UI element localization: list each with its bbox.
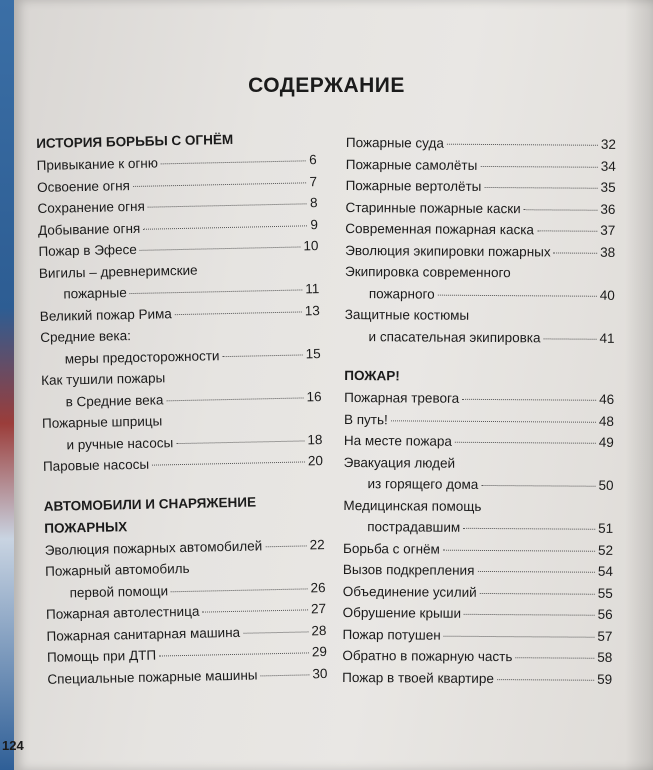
dot-leader [515, 656, 594, 659]
toc-right-column [342, 132, 616, 690]
toc-entry-page: 46 [599, 391, 615, 407]
dot-leader [497, 678, 594, 681]
toc-entry-page: 59 [597, 671, 613, 687]
toc-entry-title: Медицинская помощь [343, 497, 482, 514]
toc-entry-title: Великий пожар Рима [39, 305, 172, 324]
toc-entry-title: В путь! [343, 411, 388, 427]
dot-leader [537, 229, 597, 231]
dot-leader [524, 208, 598, 211]
toc-entry-page: 28 [311, 622, 327, 638]
dot-leader [447, 143, 598, 146]
toc-entry-page: 35 [600, 179, 616, 195]
toc-entry-title: Средние века: [40, 328, 132, 345]
dot-leader [463, 527, 595, 530]
dot-leader [484, 186, 597, 189]
toc-entry-page: 49 [598, 434, 614, 450]
toc-entry-title: Паровые насосы [42, 456, 150, 474]
toc-entry-page: 10 [303, 238, 319, 254]
toc-entry-page: 8 [309, 195, 318, 211]
toc-entry-title: Добывание огня [37, 220, 141, 238]
dot-leader [438, 293, 597, 296]
toc-entry[interactable] [343, 494, 613, 539]
toc-entry-title: первой помощи [69, 582, 169, 600]
toc-entry-page: 37 [600, 222, 616, 238]
toc-entry-title: Привыкание к огню [36, 155, 159, 173]
toc-entry-page: 29 [311, 644, 328, 660]
toc-entry-title: меры предосторожности [64, 347, 220, 366]
toc-entry-page: 13 [304, 302, 320, 318]
toc-entry-page: 40 [599, 287, 615, 303]
toc-entry-page: 52 [598, 542, 614, 558]
toc-entry-title: Пожарная автолестница [45, 603, 200, 622]
dot-leader [130, 288, 303, 294]
toc-entry-title: Пожарные суда [345, 134, 444, 151]
dot-leader [480, 164, 597, 167]
toc-entry-title: и ручные насосы [66, 434, 174, 452]
toc-entry-title: Вызов подкрепления [342, 561, 475, 578]
dot-leader [391, 419, 596, 422]
toc-entry-title: Старинные пожарные каски [345, 199, 521, 216]
toc-entry[interactable] [346, 175, 616, 198]
section-heading: ПОЖАР! [344, 367, 400, 384]
toc-entry-title: Эвакуация людей [343, 454, 456, 471]
toc-entry-page: 54 [597, 563, 613, 579]
dot-leader [444, 634, 595, 637]
toc-entry-page: 27 [310, 601, 327, 617]
dot-leader [159, 651, 309, 656]
toc-entry-page: 9 [310, 216, 319, 232]
section-heading: ИСТОРИЯ БОРЬБЫ С ОГНЁМ [36, 131, 234, 151]
toc-entry[interactable] [344, 430, 614, 453]
toc-entry-title: в Средние века [65, 391, 164, 409]
toc-entry-title: Эволюция пожарных автомобилей [44, 537, 263, 558]
toc-entry-page: 50 [598, 477, 614, 493]
toc-entry-title: Освоение огня [36, 177, 131, 195]
toc-entry-title: Борьба с огнём [343, 540, 440, 557]
toc-entry-page: 6 [308, 152, 317, 168]
toc-entry-page: 34 [600, 158, 616, 174]
toc-entry-page: 18 [307, 431, 323, 447]
toc-entry-title: Как тушили пожары [41, 370, 166, 388]
toc-entry-page: 26 [310, 579, 326, 595]
toc-entry-title: Пожар потушен [342, 626, 441, 643]
section-gap [344, 347, 614, 367]
toc-entry-page: 30 [312, 665, 328, 681]
dot-leader [133, 181, 307, 187]
dot-leader [480, 591, 595, 594]
dot-leader [175, 310, 302, 315]
toc-entry-page: 57 [597, 628, 613, 644]
dot-leader [161, 159, 306, 164]
toc-entry-title: Вигилы – древнеримские [38, 262, 198, 281]
dot-leader [171, 587, 308, 592]
toc-entry-title: Пожарная санитарная машина [46, 624, 241, 644]
dot-leader [261, 673, 310, 676]
toc-entry-page: 11 [305, 281, 320, 297]
toc-entry-page: 56 [597, 606, 613, 622]
toc-entry-title: пострадавшим [367, 519, 461, 535]
toc-entry-title: Пожар в твоей квартире [342, 669, 494, 686]
dot-leader [176, 439, 304, 444]
page-title: СОДЕРЖАНИЕ [248, 74, 405, 97]
toc-entry-page: 20 [307, 453, 324, 469]
toc-entry-page: 32 [600, 136, 616, 152]
toc-entry-title: Объединение усилий [342, 583, 477, 600]
toc-entry[interactable] [345, 196, 615, 219]
dot-leader [152, 460, 305, 465]
dot-leader [265, 544, 306, 547]
toc-entry-title: и спасательная экипировка [368, 328, 541, 345]
section-heading: АВТОМОБИЛИ И СНАРЯЖЕНИЕ [43, 493, 257, 514]
toc-entry-title: Современная пожарная каска [345, 220, 534, 238]
toc-entry[interactable] [346, 153, 616, 176]
page-number: 124 [2, 738, 24, 753]
dot-leader [143, 224, 307, 229]
toc-entry-title: Экипировка современного [344, 263, 511, 281]
dot-leader [543, 337, 596, 339]
page-fold-shadow [625, 0, 653, 770]
toc-entry[interactable] [42, 407, 323, 456]
toc-entry-page: 51 [598, 520, 614, 536]
toc-entry[interactable] [344, 387, 614, 410]
toc-entry[interactable] [343, 580, 613, 603]
toc-entry[interactable] [344, 304, 614, 349]
toc-entry-title: пожарного [368, 285, 435, 302]
toc-entry[interactable] [39, 257, 320, 306]
dot-leader [554, 251, 598, 253]
toc-entry-page: 41 [599, 330, 615, 346]
toc-entry-title: Пожарные шприцы [41, 413, 163, 431]
toc-entry-title: Специальные пожарные машины [47, 666, 258, 687]
toc-entry[interactable] [346, 132, 616, 155]
toc-entry[interactable] [345, 218, 615, 241]
toc-entry[interactable] [345, 239, 615, 262]
toc-entry-title: Обрушение крыши [342, 604, 462, 621]
toc-entry-title: Пожарная тревога [344, 389, 460, 406]
toc-entry[interactable] [40, 321, 321, 370]
dot-leader [222, 353, 302, 357]
toc-entry-page: 22 [309, 536, 325, 552]
toc-entry-title: Эволюция экипировки пожарных [345, 242, 551, 259]
toc-left-column [36, 127, 328, 690]
section-heading: ПОЖАРНЫХ [44, 518, 128, 536]
toc-entry[interactable] [41, 364, 322, 413]
toc-entry-title: Пожарные вертолёты [345, 177, 482, 194]
toc-entry-title: На месте пожара [343, 432, 452, 449]
dot-leader [166, 396, 303, 401]
dot-leader [462, 398, 596, 401]
dot-leader [443, 548, 595, 551]
toc-entry-page: 48 [598, 413, 615, 429]
toc-entry-title: Сохранение огня [37, 198, 146, 216]
toc-entry-page: 58 [597, 649, 613, 665]
dot-leader [148, 202, 307, 207]
toc-entry-title: Пожарные самолёты [345, 156, 478, 173]
toc-entry-page: 15 [305, 345, 321, 361]
toc-entry[interactable] [45, 555, 326, 604]
toc-entry[interactable] [342, 666, 612, 689]
toc-entry[interactable] [344, 408, 614, 431]
toc-entry[interactable] [342, 623, 612, 646]
toc-entry-page: 16 [306, 388, 322, 404]
toc-entry-page: 36 [600, 201, 616, 217]
toc-entry-title: из горящего дома [367, 476, 479, 492]
dot-leader [477, 570, 594, 573]
toc-entry-page: 7 [309, 173, 318, 189]
toc-entry-title: пожарные [63, 285, 127, 302]
toc-entry[interactable] [343, 602, 613, 625]
toc-entry[interactable] [342, 645, 612, 668]
toc-entry[interactable] [343, 451, 613, 496]
toc-entry-title: Помощь при ДТП [46, 647, 157, 665]
toc-entry[interactable] [343, 537, 613, 560]
dot-leader [481, 484, 595, 487]
dot-leader [455, 441, 596, 444]
toc-entry[interactable] [343, 559, 613, 582]
toc-entry-title: Пожарный автомобиль [45, 560, 190, 579]
dot-leader [140, 245, 301, 250]
toc-entry-title: Обратно в пожарную часть [342, 647, 513, 665]
dot-leader [202, 608, 308, 612]
toc-entry-page: 55 [597, 585, 613, 601]
toc-entry[interactable] [345, 261, 615, 306]
dot-leader [243, 630, 308, 633]
toc-entry-title: Пожар в Эфесе [38, 241, 137, 259]
dot-leader [464, 613, 595, 616]
toc-entry-title: Защитные костюмы [344, 306, 470, 323]
toc-entry-page: 38 [600, 244, 616, 260]
